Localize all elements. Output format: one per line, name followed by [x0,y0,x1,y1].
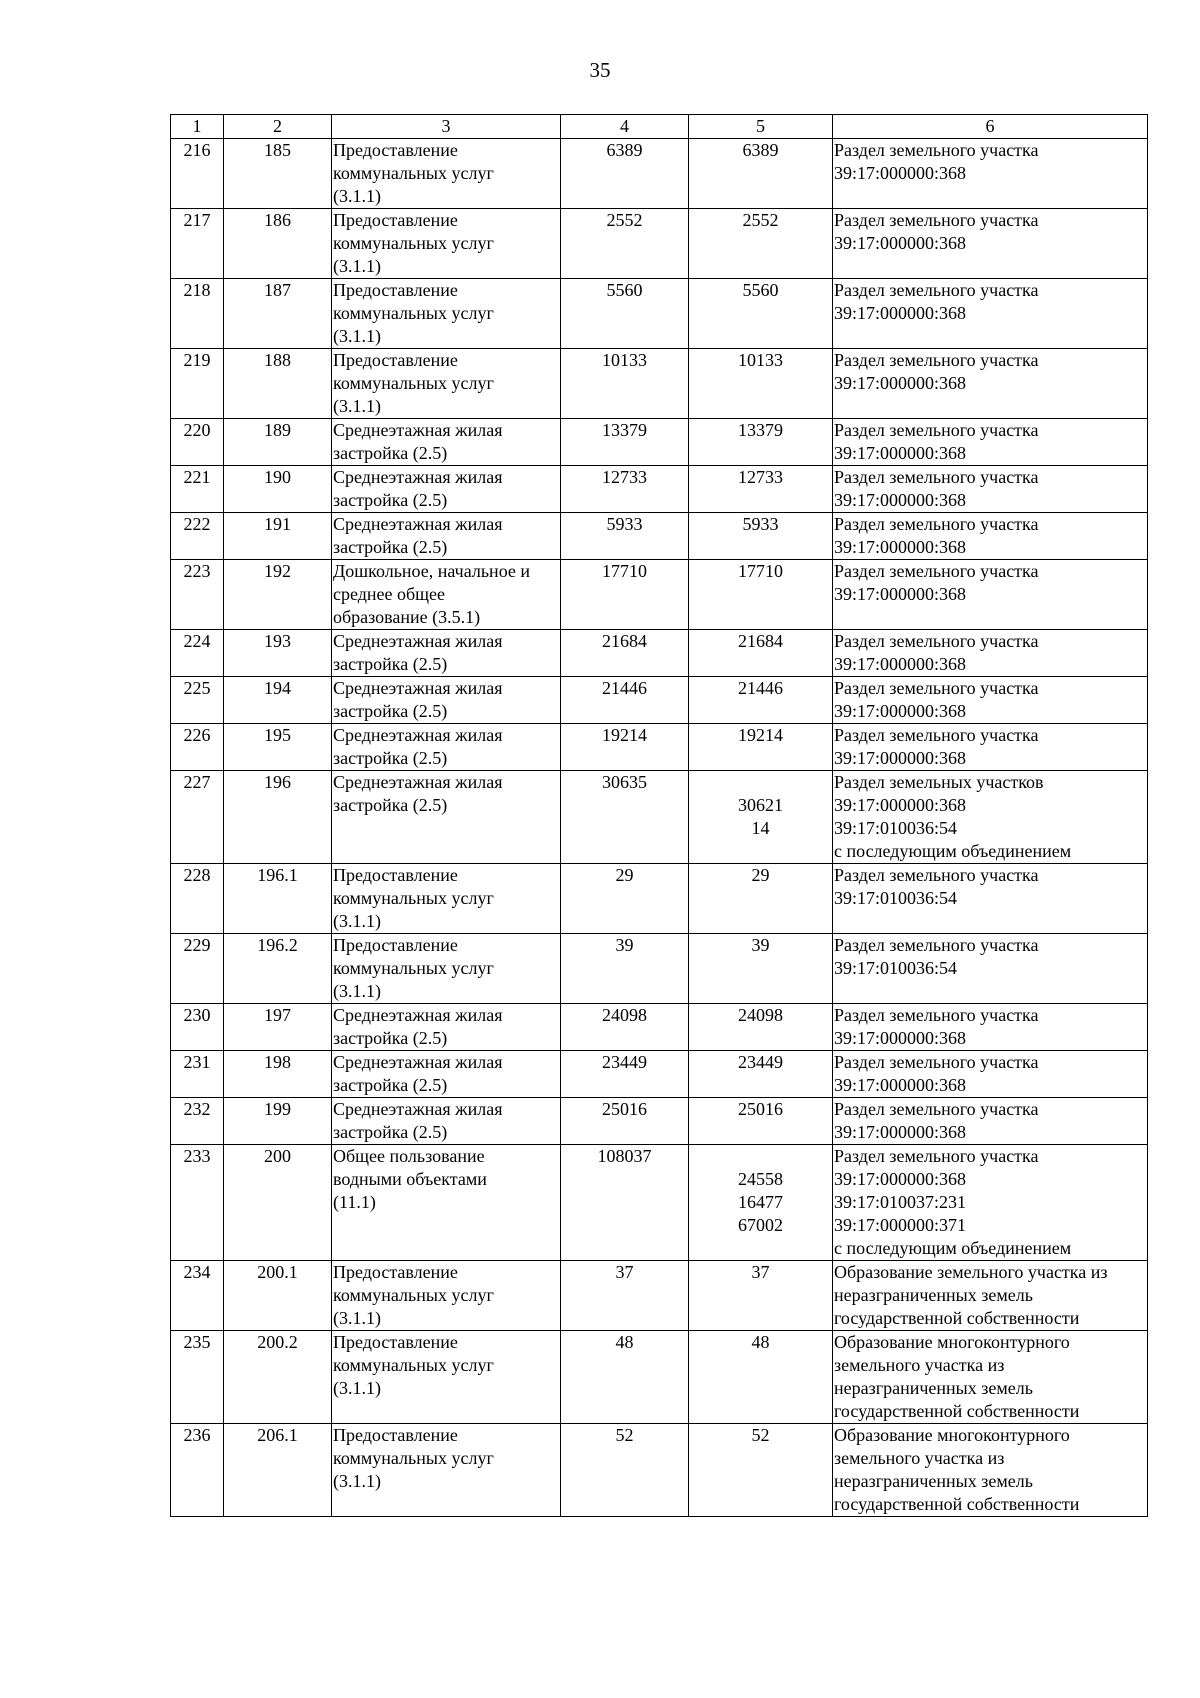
table-row [171,934,1148,1004]
cell-line: (3.1.1) [333,186,381,206]
table-row [171,864,1148,934]
cell-line: Раздел земельного участка [834,514,1039,534]
table-row [171,630,1148,677]
cell-line: 25016 [738,1099,783,1119]
cell-line: застройка (2.5) [333,748,448,768]
method-cell [833,677,1148,724]
land-use-cell [332,1145,561,1261]
area-cell: 37 [561,1261,689,1331]
row-number-cell: 226 [171,724,224,771]
land-use-cell [332,1331,561,1424]
cell-line: (3.1.1) [333,981,381,1001]
cell-line: с последующим объединением [834,1238,1072,1258]
row-number-cell: 219 [171,349,224,419]
land-use-cell [332,139,561,209]
cell-line: 39:17:000000:368 [834,795,967,815]
cell-line: застройка (2.5) [333,701,448,721]
area-cell: 25016 [561,1098,689,1145]
cell-line: 39:17:010036:54 [834,888,958,908]
area-detail-cell [689,771,833,864]
cell-line: коммунальных услуг [333,1448,494,1468]
area-cell: 2552 [561,209,689,279]
row-number-cell: 223 [171,560,224,630]
cell-line: Раздел земельного участка [834,561,1039,581]
plot-number-cell: 195 [224,724,332,771]
cell-line: 39:17:000000:368 [834,1028,967,1048]
cell-line: государственной собственности [834,1308,1080,1328]
cell-line: Среднеэтажная жилая [333,725,503,745]
land-use-cell [332,209,561,279]
blank-line [690,1145,831,1168]
cell-line: Предоставление [333,140,458,160]
area-detail-cell [689,419,833,466]
cell-line: 23449 [738,1052,783,1072]
cell-line: 10133 [738,350,783,370]
method-cell [833,1424,1148,1517]
cell-line: 19214 [738,725,783,745]
row-number-cell: 224 [171,630,224,677]
cell-line: с последующим объединением [834,841,1072,861]
cell-line: Образование земельного участка из [834,1262,1108,1282]
area-cell: 39 [561,934,689,1004]
method-cell [833,1098,1148,1145]
header-row [171,115,1148,139]
cell-line: 17710 [738,561,783,581]
area-detail-cell [689,139,833,209]
row-number-cell: 220 [171,419,224,466]
table-row [171,1051,1148,1098]
table-body [171,139,1148,1517]
cell-line: Предоставление [333,280,458,300]
header-cell-5: 5 [689,115,833,139]
cell-line: земельного участка из [834,1448,1005,1468]
table-row [171,1424,1148,1517]
land-plots-table [170,114,1148,1517]
cell-line: 39:17:000000:368 [834,584,967,604]
cell-line: неразграниченных земель [834,1285,1033,1305]
area-detail-cell [689,724,833,771]
table-row [171,560,1148,630]
area-cell: 21684 [561,630,689,677]
method-cell [833,513,1148,560]
cell-line: Образование многоконтурного [834,1425,1070,1445]
method-cell [833,1261,1148,1331]
area-detail-cell [689,630,833,677]
row-number-cell: 218 [171,279,224,349]
cell-line: 39:17:010036:54 [834,818,958,838]
area-cell: 12733 [561,466,689,513]
cell-line: Среднеэтажная жилая [333,514,503,534]
cell-line: Раздел земельного участка [834,1146,1039,1166]
row-number-cell: 230 [171,1004,224,1051]
method-cell [833,1051,1148,1098]
cell-line: 37 [751,1262,770,1282]
cell-line: 39:17:000000:368 [834,233,967,253]
cell-line: Среднеэтажная жилая [333,467,503,487]
plot-number-cell: 199 [224,1098,332,1145]
cell-line: (3.1.1) [333,256,381,276]
cell-line: 29 [751,865,770,885]
table-row [171,677,1148,724]
method-cell [833,1145,1148,1261]
cell-line: застройка (2.5) [333,443,448,463]
plot-number-cell: 185 [224,139,332,209]
method-cell [833,1331,1148,1424]
cell-line: среднее общее [333,584,446,604]
cell-line: 13379 [738,420,783,440]
cell-line: 14 [751,818,770,838]
plot-number-cell: 196.2 [224,934,332,1004]
header-cell-6: 6 [833,115,1148,139]
cell-line: водными объектами [333,1169,487,1189]
cell-line: 39:17:000000:368 [834,1122,967,1142]
cell-line: 39:17:000000:368 [834,163,967,183]
land-use-cell [332,630,561,677]
land-use-cell [332,724,561,771]
land-use-cell [332,1098,561,1145]
row-number-cell: 231 [171,1051,224,1098]
cell-line: коммунальных услуг [333,163,494,183]
cell-line: 2552 [742,210,779,230]
cell-line: (3.1.1) [333,396,381,416]
method-cell [833,934,1148,1004]
area-detail-cell [689,466,833,513]
row-number-cell: 227 [171,771,224,864]
table-row [171,1261,1148,1331]
land-use-cell [332,466,561,513]
cell-line: Раздел земельного участка [834,467,1039,487]
cell-line: коммунальных услуг [333,233,494,253]
area-detail-cell [689,1424,833,1517]
cell-line: Предоставление [333,210,458,230]
cell-line: Образование многоконтурного [834,1332,1070,1352]
table-row [171,209,1148,279]
row-number-cell: 235 [171,1331,224,1424]
land-use-cell [332,771,561,864]
plot-number-cell: 189 [224,419,332,466]
area-cell: 17710 [561,560,689,630]
cell-line: коммунальных услуг [333,303,494,323]
cell-line: Раздел земельного участка [834,631,1039,651]
method-cell [833,771,1148,864]
cell-line: 12733 [738,467,783,487]
cell-line: коммунальных услуг [333,888,494,908]
plot-number-cell: 187 [224,279,332,349]
table-row [171,513,1148,560]
cell-line: Раздел земельного участка [834,865,1039,885]
area-detail-cell [689,1261,833,1331]
area-detail-cell [689,349,833,419]
cell-line: 39:17:000000:368 [834,701,967,721]
area-detail-cell [689,513,833,560]
cell-line: 39:17:000000:368 [834,748,967,768]
table-row [171,466,1148,513]
cell-line: Предоставление [333,1332,458,1352]
cell-line: образование (3.5.1) [333,607,481,627]
land-use-cell [332,1004,561,1051]
table-row [171,771,1148,864]
cell-line: застройка (2.5) [333,1028,448,1048]
cell-line: 67002 [738,1215,783,1235]
area-detail-cell [689,864,833,934]
area-detail-cell [689,560,833,630]
cell-line: (3.1.1) [333,1308,381,1328]
plot-number-cell: 193 [224,630,332,677]
cell-line: застройка (2.5) [333,654,448,674]
row-number-cell: 225 [171,677,224,724]
cell-line: застройка (2.5) [333,795,448,815]
cell-line: 39:17:000000:368 [834,537,967,557]
land-use-cell [332,1261,561,1331]
method-cell [833,349,1148,419]
cell-line: Раздел земельного участка [834,1052,1039,1072]
method-cell [833,419,1148,466]
cell-line: коммунальных услуг [333,373,494,393]
cell-line: Среднеэтажная жилая [333,678,503,698]
plot-number-cell: 198 [224,1051,332,1098]
table-row [171,349,1148,419]
method-cell [833,864,1148,934]
cell-line: Предоставление [333,1262,458,1282]
cell-line: 39:17:000000:368 [834,1169,967,1189]
cell-line: 6389 [742,140,779,160]
cell-line: 39 [751,935,770,955]
area-cell: 48 [561,1331,689,1424]
land-use-cell [332,1051,561,1098]
plot-number-cell: 192 [224,560,332,630]
land-use-cell [332,419,561,466]
table-row [171,139,1148,209]
cell-line: Среднеэтажная жилая [333,1005,503,1025]
area-detail-cell [689,1331,833,1424]
plot-number-cell: 196 [224,771,332,864]
cell-line: (3.1.1) [333,1471,381,1491]
cell-line: 24098 [738,1005,783,1025]
table-row [171,724,1148,771]
area-cell: 52 [561,1424,689,1517]
cell-line: Раздел земельного участка [834,210,1039,230]
area-cell: 108037 [561,1145,689,1261]
row-number-cell: 217 [171,209,224,279]
area-detail-cell [689,677,833,724]
cell-line: Раздел земельного участка [834,350,1039,370]
area-cell: 29 [561,864,689,934]
plot-number-cell: 200.2 [224,1331,332,1424]
area-cell: 19214 [561,724,689,771]
cell-line: Раздел земельного участка [834,420,1039,440]
area-cell: 24098 [561,1004,689,1051]
cell-line: 21684 [738,631,783,651]
area-detail-cell [689,1004,833,1051]
cell-line: коммунальных услуг [333,1355,494,1375]
header-cell-3: 3 [332,115,561,139]
land-use-cell [332,513,561,560]
cell-line: Раздел земельного участка [834,140,1039,160]
cell-line: Среднеэтажная жилая [333,772,503,792]
cell-line: 39:17:000000:368 [834,303,967,323]
cell-line: 5560 [742,280,779,300]
area-detail-cell [689,279,833,349]
cell-line: 39:17:000000:368 [834,443,967,463]
table-row [171,1145,1148,1261]
method-cell [833,466,1148,513]
cell-line: земельного участка из [834,1355,1005,1375]
method-cell [833,209,1148,279]
cell-line: неразграниченных земель [834,1471,1033,1491]
method-cell [833,560,1148,630]
row-number-cell: 233 [171,1145,224,1261]
cell-line: Предоставление [333,935,458,955]
row-number-cell: 228 [171,864,224,934]
method-cell [833,724,1148,771]
area-detail-cell [689,1098,833,1145]
cell-line: 39:17:000000:368 [834,490,967,510]
area-cell: 5933 [561,513,689,560]
cell-line: Среднеэтажная жилая [333,1099,503,1119]
cell-line: Предоставление [333,350,458,370]
cell-line: Раздел земельного участка [834,678,1039,698]
cell-line: Раздел земельного участка [834,725,1039,745]
cell-line: Дошкольное, начальное и [333,561,531,581]
cell-line: Раздел земельного участка [834,1005,1039,1025]
row-number-cell: 232 [171,1098,224,1145]
method-cell [833,1004,1148,1051]
area-cell: 23449 [561,1051,689,1098]
cell-line: 39:17:010036:54 [834,958,958,978]
plot-number-cell: 206.1 [224,1424,332,1517]
cell-line: государственной собственности [834,1494,1080,1514]
cell-line: Среднеэтажная жилая [333,420,503,440]
area-cell: 13379 [561,419,689,466]
cell-line: 5933 [742,514,779,534]
area-detail-cell [689,1145,833,1261]
cell-line: Раздел земельных участков [834,772,1044,792]
cell-line: (3.1.1) [333,326,381,346]
table-row [171,279,1148,349]
land-use-cell [332,864,561,934]
cell-line: Раздел земельного участка [834,280,1039,300]
cell-line: 21446 [738,678,783,698]
area-cell: 21446 [561,677,689,724]
cell-line: застройка (2.5) [333,537,448,557]
cell-line: (3.1.1) [333,1378,381,1398]
cell-line: 16477 [738,1192,783,1212]
area-cell: 6389 [561,139,689,209]
area-detail-cell [689,934,833,1004]
cell-line: Среднеэтажная жилая [333,1052,503,1072]
cell-line: Раздел земельного участка [834,935,1039,955]
cell-line: застройка (2.5) [333,490,448,510]
row-number-cell: 236 [171,1424,224,1517]
cell-line: коммунальных услуг [333,1285,494,1305]
page-number: 35 [589,58,611,82]
plot-number-cell: 200 [224,1145,332,1261]
cell-line: коммунальных услуг [333,958,494,978]
table-row [171,1098,1148,1145]
cell-line: 39:17:000000:371 [834,1215,967,1235]
cell-line: Предоставление [333,865,458,885]
cell-line: 48 [751,1332,770,1352]
cell-line: 30621 [738,795,783,815]
table-row [171,1331,1148,1424]
cell-line: Предоставление [333,1425,458,1445]
cell-line: застройка (2.5) [333,1122,448,1142]
cell-line: 39:17:000000:368 [834,1075,967,1095]
cell-line: Общее пользование [333,1146,485,1166]
area-cell: 5560 [561,279,689,349]
cell-line: (3.1.1) [333,911,381,931]
land-use-cell [332,934,561,1004]
cell-line: 39:17:010037:231 [834,1192,967,1212]
plot-number-cell: 191 [224,513,332,560]
row-number-cell: 234 [171,1261,224,1331]
cell-line: неразграниченных земель [834,1378,1033,1398]
plot-number-cell: 196.1 [224,864,332,934]
plot-number-cell: 188 [224,349,332,419]
plot-number-cell: 197 [224,1004,332,1051]
row-number-cell: 216 [171,139,224,209]
blank-line [690,771,831,794]
land-use-cell [332,677,561,724]
table-row [171,419,1148,466]
cell-line: Раздел земельного участка [834,1099,1039,1119]
land-use-cell [332,349,561,419]
cell-line: 39:17:000000:368 [834,373,967,393]
cell-line: (11.1) [333,1192,376,1212]
cell-line: 39:17:000000:368 [834,654,967,674]
land-use-cell [332,1424,561,1517]
row-number-cell: 221 [171,466,224,513]
method-cell [833,630,1148,677]
area-cell: 30635 [561,771,689,864]
land-use-cell [332,279,561,349]
area-cell: 10133 [561,349,689,419]
table-row [171,1004,1148,1051]
row-number-cell: 229 [171,934,224,1004]
plot-number-cell: 200.1 [224,1261,332,1331]
cell-line: 52 [751,1425,770,1445]
header-cell-2: 2 [224,115,332,139]
header-cell-1: 1 [171,115,224,139]
area-detail-cell [689,1051,833,1098]
cell-line: государственной собственности [834,1401,1080,1421]
cell-line: 24558 [738,1169,783,1189]
plot-number-cell: 190 [224,466,332,513]
plot-number-cell: 194 [224,677,332,724]
method-cell [833,139,1148,209]
header-cell-4: 4 [561,115,689,139]
land-use-cell [332,560,561,630]
row-number-cell: 222 [171,513,224,560]
method-cell [833,279,1148,349]
plot-number-cell: 186 [224,209,332,279]
area-detail-cell [689,209,833,279]
cell-line: застройка (2.5) [333,1075,448,1095]
cell-line: Среднеэтажная жилая [333,631,503,651]
